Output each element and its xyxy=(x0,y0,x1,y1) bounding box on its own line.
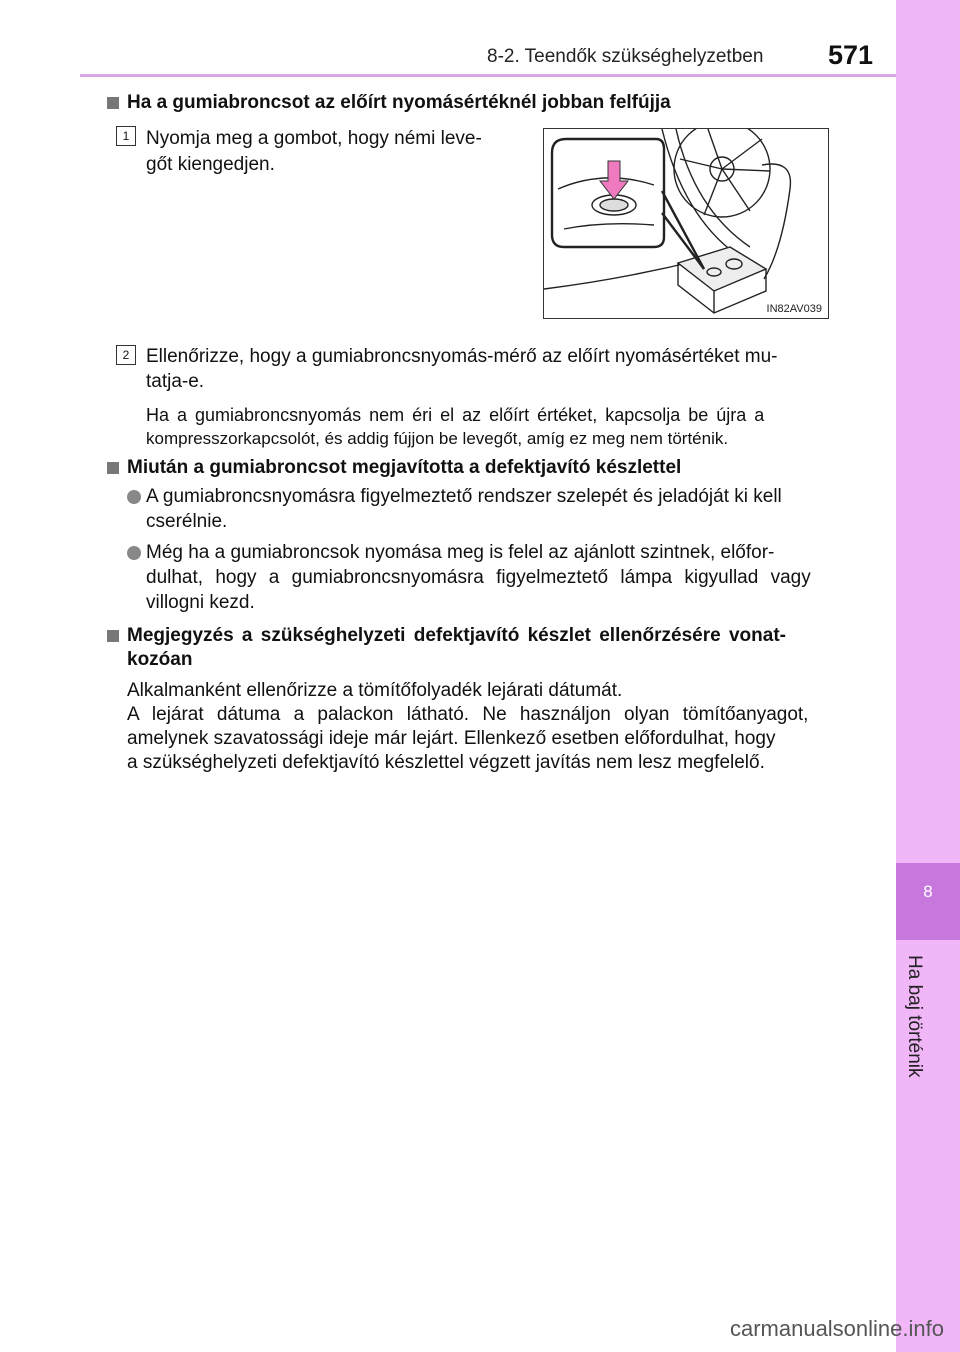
bullet-dot xyxy=(127,490,141,504)
bullet-text: cserélnie. xyxy=(146,511,228,532)
section-heading: Ha a gumiabroncsot az előírt nyomásértéknél jobban felfújja xyxy=(127,92,671,113)
bullet-dot xyxy=(127,546,141,560)
watermark: carmanualsonline.info xyxy=(729,1316,944,1341)
heading-square-marker xyxy=(107,462,119,474)
step-note: Ha a gumiabroncsnyomás nem éri el az előírt értéket, kapcsolja be újra a xyxy=(146,405,765,425)
paragraph-text: Alkalmanként ellenőrizze a tömítőfolyadék lejárati dátumát. xyxy=(127,680,623,701)
paragraph-text: amelynek szavatossági ideje már lejárt. Ellenkező esetben előfordulhat, hogy xyxy=(127,728,776,749)
page-number: 571 xyxy=(828,40,874,70)
step-text: Nyomja meg a gombot, hogy némi leve- xyxy=(146,128,482,149)
compressor-illustration xyxy=(543,128,829,319)
header-rule xyxy=(80,74,896,77)
step-text: Ellenőrizze, hogy a gumiabroncsnyomás-mérő az előírt nyomásértéket mu- xyxy=(146,346,778,367)
bullet-text: villogni kezd. xyxy=(146,592,255,613)
bullet-text: Még ha a gumiabroncsok nyomása meg is felel az ajánlott szintnek, előfor- xyxy=(146,542,775,563)
section-heading: kozóan xyxy=(127,649,193,670)
step-number-badge: 2 xyxy=(116,345,136,365)
section-title: 8-2. Teendők szükséghelyzetben xyxy=(487,46,764,67)
bullet-text: dulhat, hogy a gumiabroncsnyomásra figyelmeztető lámpa kigyullad vagy xyxy=(146,567,811,588)
step-text: gőt kiengedjen. xyxy=(146,154,275,175)
heading-square-marker xyxy=(107,630,119,642)
chapter-number: 8 xyxy=(923,882,933,901)
paragraph-text: A lejárat dátuma a palackon látható. Ne használjon olyan tömítőanyagot, xyxy=(127,704,809,725)
heading-square-marker xyxy=(107,97,119,109)
chapter-title: Ha baj történik xyxy=(904,955,925,1078)
side-tab-band xyxy=(896,0,960,1352)
section-heading: Megjegyzés a szükséghelyzeti defektjavító készlet ellenőrzésére vonat- xyxy=(127,625,786,646)
tire-compressor-drawing xyxy=(544,129,828,318)
section-heading: Miután a gumiabroncsot megjavította a defektjavító készlettel xyxy=(127,457,682,478)
bullet-text: A gumiabroncsnyomásra figyelmeztető rendszer szelepét és jeladóját ki kell xyxy=(146,486,782,507)
step-number-badge: 1 xyxy=(116,126,136,146)
step-text: tatja-e. xyxy=(146,371,205,392)
figure-code: IN82AV039 xyxy=(766,303,822,315)
step-note: kompresszorkapcsolót, és addig fújjon be levegőt, amíg ez meg nem történik. xyxy=(146,429,729,448)
paragraph-text: a szükséghelyzeti defektjavító készlettel végzett javítás nem lesz megfelelő. xyxy=(127,752,765,773)
